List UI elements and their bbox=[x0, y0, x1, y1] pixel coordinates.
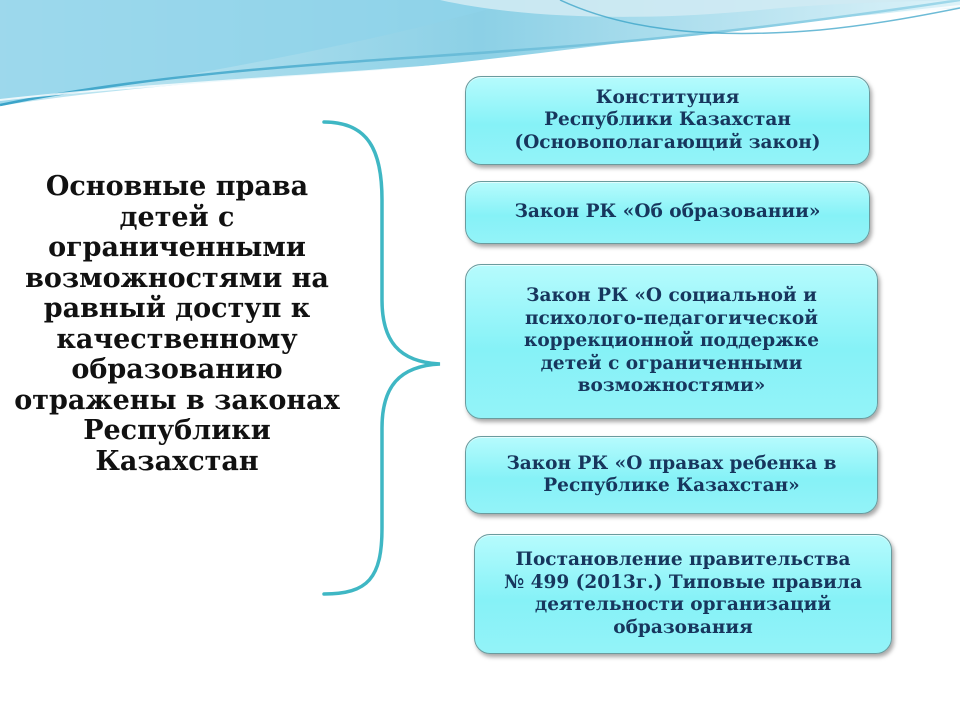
main-heading: Основные права детей с ограниченными возможностями на равный доступ к качественному образованию отражены в законах Республики Казахстан bbox=[14, 171, 340, 477]
law-box-child-rights: Закон РК «О правах ребенка в Республике Казахстан» bbox=[465, 436, 878, 514]
law-box-education: Закон РК «Об образовании» bbox=[465, 181, 870, 244]
law-box-constitution: Конституция Республики Казахстан (Основополагающий закон) bbox=[465, 76, 870, 165]
law-box-social-support: Закон РК «О социальной и психолого-педагогической коррекционной поддержке детей с ограниченными возможностями» bbox=[465, 264, 878, 419]
law-box-government-decree: Постановление правительства № 499 (2013г.) Типовые правила деятельности организаций образования bbox=[474, 534, 892, 654]
